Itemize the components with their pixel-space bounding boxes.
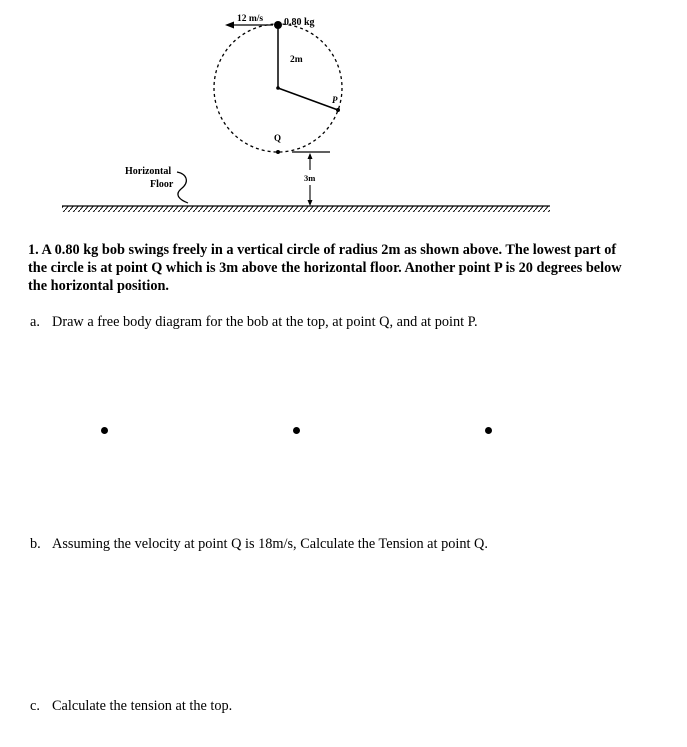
circle-center <box>276 86 280 90</box>
mass-label: 0.80 kg <box>284 17 315 28</box>
radius-line-to-p <box>278 88 338 110</box>
point-p-marker <box>336 108 340 112</box>
part-a <box>30 313 478 331</box>
part-c-letter: c. <box>30 698 40 714</box>
fbd-dot-q <box>293 427 300 434</box>
floor-pointer-squiggle <box>177 172 188 203</box>
part-b-letter: b. <box>30 536 41 552</box>
velocity-arrowhead <box>225 22 234 29</box>
floor-label-line2: Floor <box>150 179 174 190</box>
height-label: 3m <box>304 173 316 183</box>
radius-label: 2m <box>290 55 303 65</box>
vertical-circle-diagram <box>0 0 687 230</box>
part-b-text: Assuming the velocity at point Q is 18m/s, Calculate the Tension at point Q. <box>52 536 488 552</box>
height-arrowhead-down <box>308 200 313 206</box>
bob <box>274 21 282 29</box>
part-a-letter: a. <box>30 314 40 330</box>
problem-statement: 1. A 0.80 kg bob swings freely in a vertical circle of radius 2m as shown above. The lowest part of the circle is at point Q which is 3m above the horizontal floor. Another point P is 20 degrees below the horizontal position. <box>28 242 622 294</box>
fbd-dot-p <box>485 427 492 434</box>
fbd-dot-top <box>101 427 108 434</box>
part-c <box>30 697 232 715</box>
part-b <box>30 535 488 553</box>
point-p-label: P <box>332 95 338 105</box>
part-c-text: Calculate the tension at the top. <box>52 698 233 714</box>
floor-label-line1: Horizontal <box>125 166 172 177</box>
part-a-text: Draw a free body diagram for the bob at the top, at point Q, and at point P. <box>52 314 478 330</box>
floor-hatching <box>62 206 550 212</box>
point-q-label: Q <box>274 133 282 143</box>
speed-label: 12 m/s <box>237 14 264 24</box>
height-arrowhead-up <box>308 153 313 159</box>
point-q-marker <box>276 150 280 154</box>
